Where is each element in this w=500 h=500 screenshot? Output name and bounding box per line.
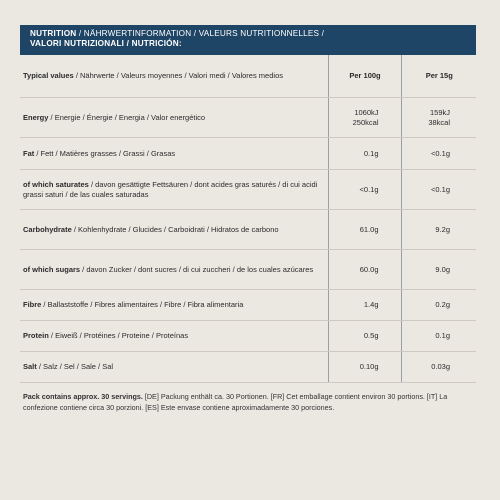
nutrient-name: Protein: [23, 331, 49, 340]
value-per-100g: 0.10g: [328, 352, 401, 383]
row-label: [20, 321, 328, 352]
value-per-100g: 61.0g: [328, 210, 401, 250]
table-row-carbohydrate: [20, 210, 476, 250]
nutrition-panel: [20, 25, 476, 413]
value-per-15g: 0.1g: [401, 321, 476, 352]
typical-values-translations: / Nährwerte / Valeurs moyennes / Valori medi / Valores medios: [73, 71, 283, 80]
header-label-cell: [20, 55, 328, 98]
nutrient-translations: / Energie / Énergie / Energia / Valor energético: [48, 112, 206, 122]
table-row-energy: [20, 98, 476, 138]
nutrient-name: Fibre: [23, 300, 42, 309]
nutrient-translations: / Eiweiß / Protéines / Proteine / Proteínas: [48, 331, 189, 340]
nutrient-translations: / Salz / Sel / Sale / Sal: [36, 362, 114, 371]
energy-kj-15g: 159kJ: [429, 107, 450, 117]
value-per-15g: 9.0g: [401, 250, 476, 290]
nutrition-header: [20, 25, 476, 55]
value-per-15g: <0.1g: [401, 170, 476, 210]
row-label: [20, 352, 328, 383]
energy-kcal-15g: 38kcal: [428, 117, 450, 127]
nutrition-table: [20, 55, 476, 383]
row-label: [20, 170, 328, 210]
nutrient-name: of which sugars: [23, 264, 81, 274]
value-per-15g: 0.03g: [401, 352, 476, 383]
header-title-rest: / NÄHRWERTINFORMATION / VALEURS NUTRITIONNELLES /: [76, 29, 325, 38]
servings-footnote: [20, 391, 476, 413]
value-per-100g: 0.5g: [328, 321, 401, 352]
value-per-100g: 60.0g: [328, 250, 401, 290]
row-label: [20, 250, 328, 290]
value-per-15g: 0.2g: [401, 290, 476, 321]
row-label: [20, 98, 328, 138]
energy-kj-100g: 1060kJ: [354, 107, 379, 117]
nutrient-name: of which saturates: [23, 179, 89, 189]
table-row-fat: [20, 138, 476, 170]
per-15g-header: Per 15g: [401, 55, 476, 98]
servings-note-translations: [DE] Packung enthält ca. 30 Portionen. [FR] Cet emballage contient environ 30 portions. [IT] La confezione contiene circa 30 porzioni. [ES] Este envase contiene aproximadamente 30 porciones.: [23, 392, 448, 412]
nutrient-translations: / Kohlenhydrate / Glucides / Carboidrati / Hidratos de carbono: [71, 224, 279, 234]
nutrient-translations: / Ballaststoffe / Fibres alimentaires / Fibre / Fibra alimentaria: [41, 300, 244, 309]
row-label: [20, 138, 328, 170]
value-per-100g: [328, 98, 401, 138]
nutrient-name: Energy: [23, 112, 49, 122]
row-label: [20, 210, 328, 250]
typical-values-label: Typical values: [23, 71, 74, 80]
value-per-100g: <0.1g: [328, 170, 401, 210]
table-row-sugars: [20, 250, 476, 290]
table-row-saturates: [20, 170, 476, 210]
value-per-15g: [401, 98, 476, 138]
value-per-100g: 0.1g: [328, 138, 401, 170]
row-label: [20, 290, 328, 321]
value-per-100g: 1.4g: [328, 290, 401, 321]
per-100g-header: Per 100g: [328, 55, 401, 98]
nutrient-name: Salt: [23, 362, 37, 371]
nutrient-name: Carbohydrate: [23, 224, 72, 234]
nutrient-name: Fat: [23, 148, 35, 158]
energy-kcal-100g: 250kcal: [352, 117, 379, 127]
value-per-15g: <0.1g: [401, 138, 476, 170]
header-line-2: VALORI NUTRIZIONALI / NUTRICIÓN:: [30, 38, 182, 48]
table-header-row: [20, 55, 476, 98]
value-per-15g: 9.2g: [401, 210, 476, 250]
header-title: NUTRITION: [30, 29, 77, 38]
servings-note-bold: Pack contains approx. 30 servings.: [23, 392, 143, 401]
nutrient-translations: / davon Zucker / dont sucres / di cui zuccheri / de los cuales azúcares: [80, 264, 314, 274]
table-row-salt: [20, 352, 476, 383]
table-row-protein: [20, 321, 476, 352]
header-line-1: [30, 29, 466, 39]
nutrient-translations: / davon gesättigte Fettsäuren / dont acides gras saturés / di cui acidi grassi saturi / de las cuales saturadas: [23, 179, 318, 199]
table-row-fibre: [20, 290, 476, 321]
nutrient-translations: / Fett / Matières grasses / Grassi / Grasas: [34, 148, 176, 158]
